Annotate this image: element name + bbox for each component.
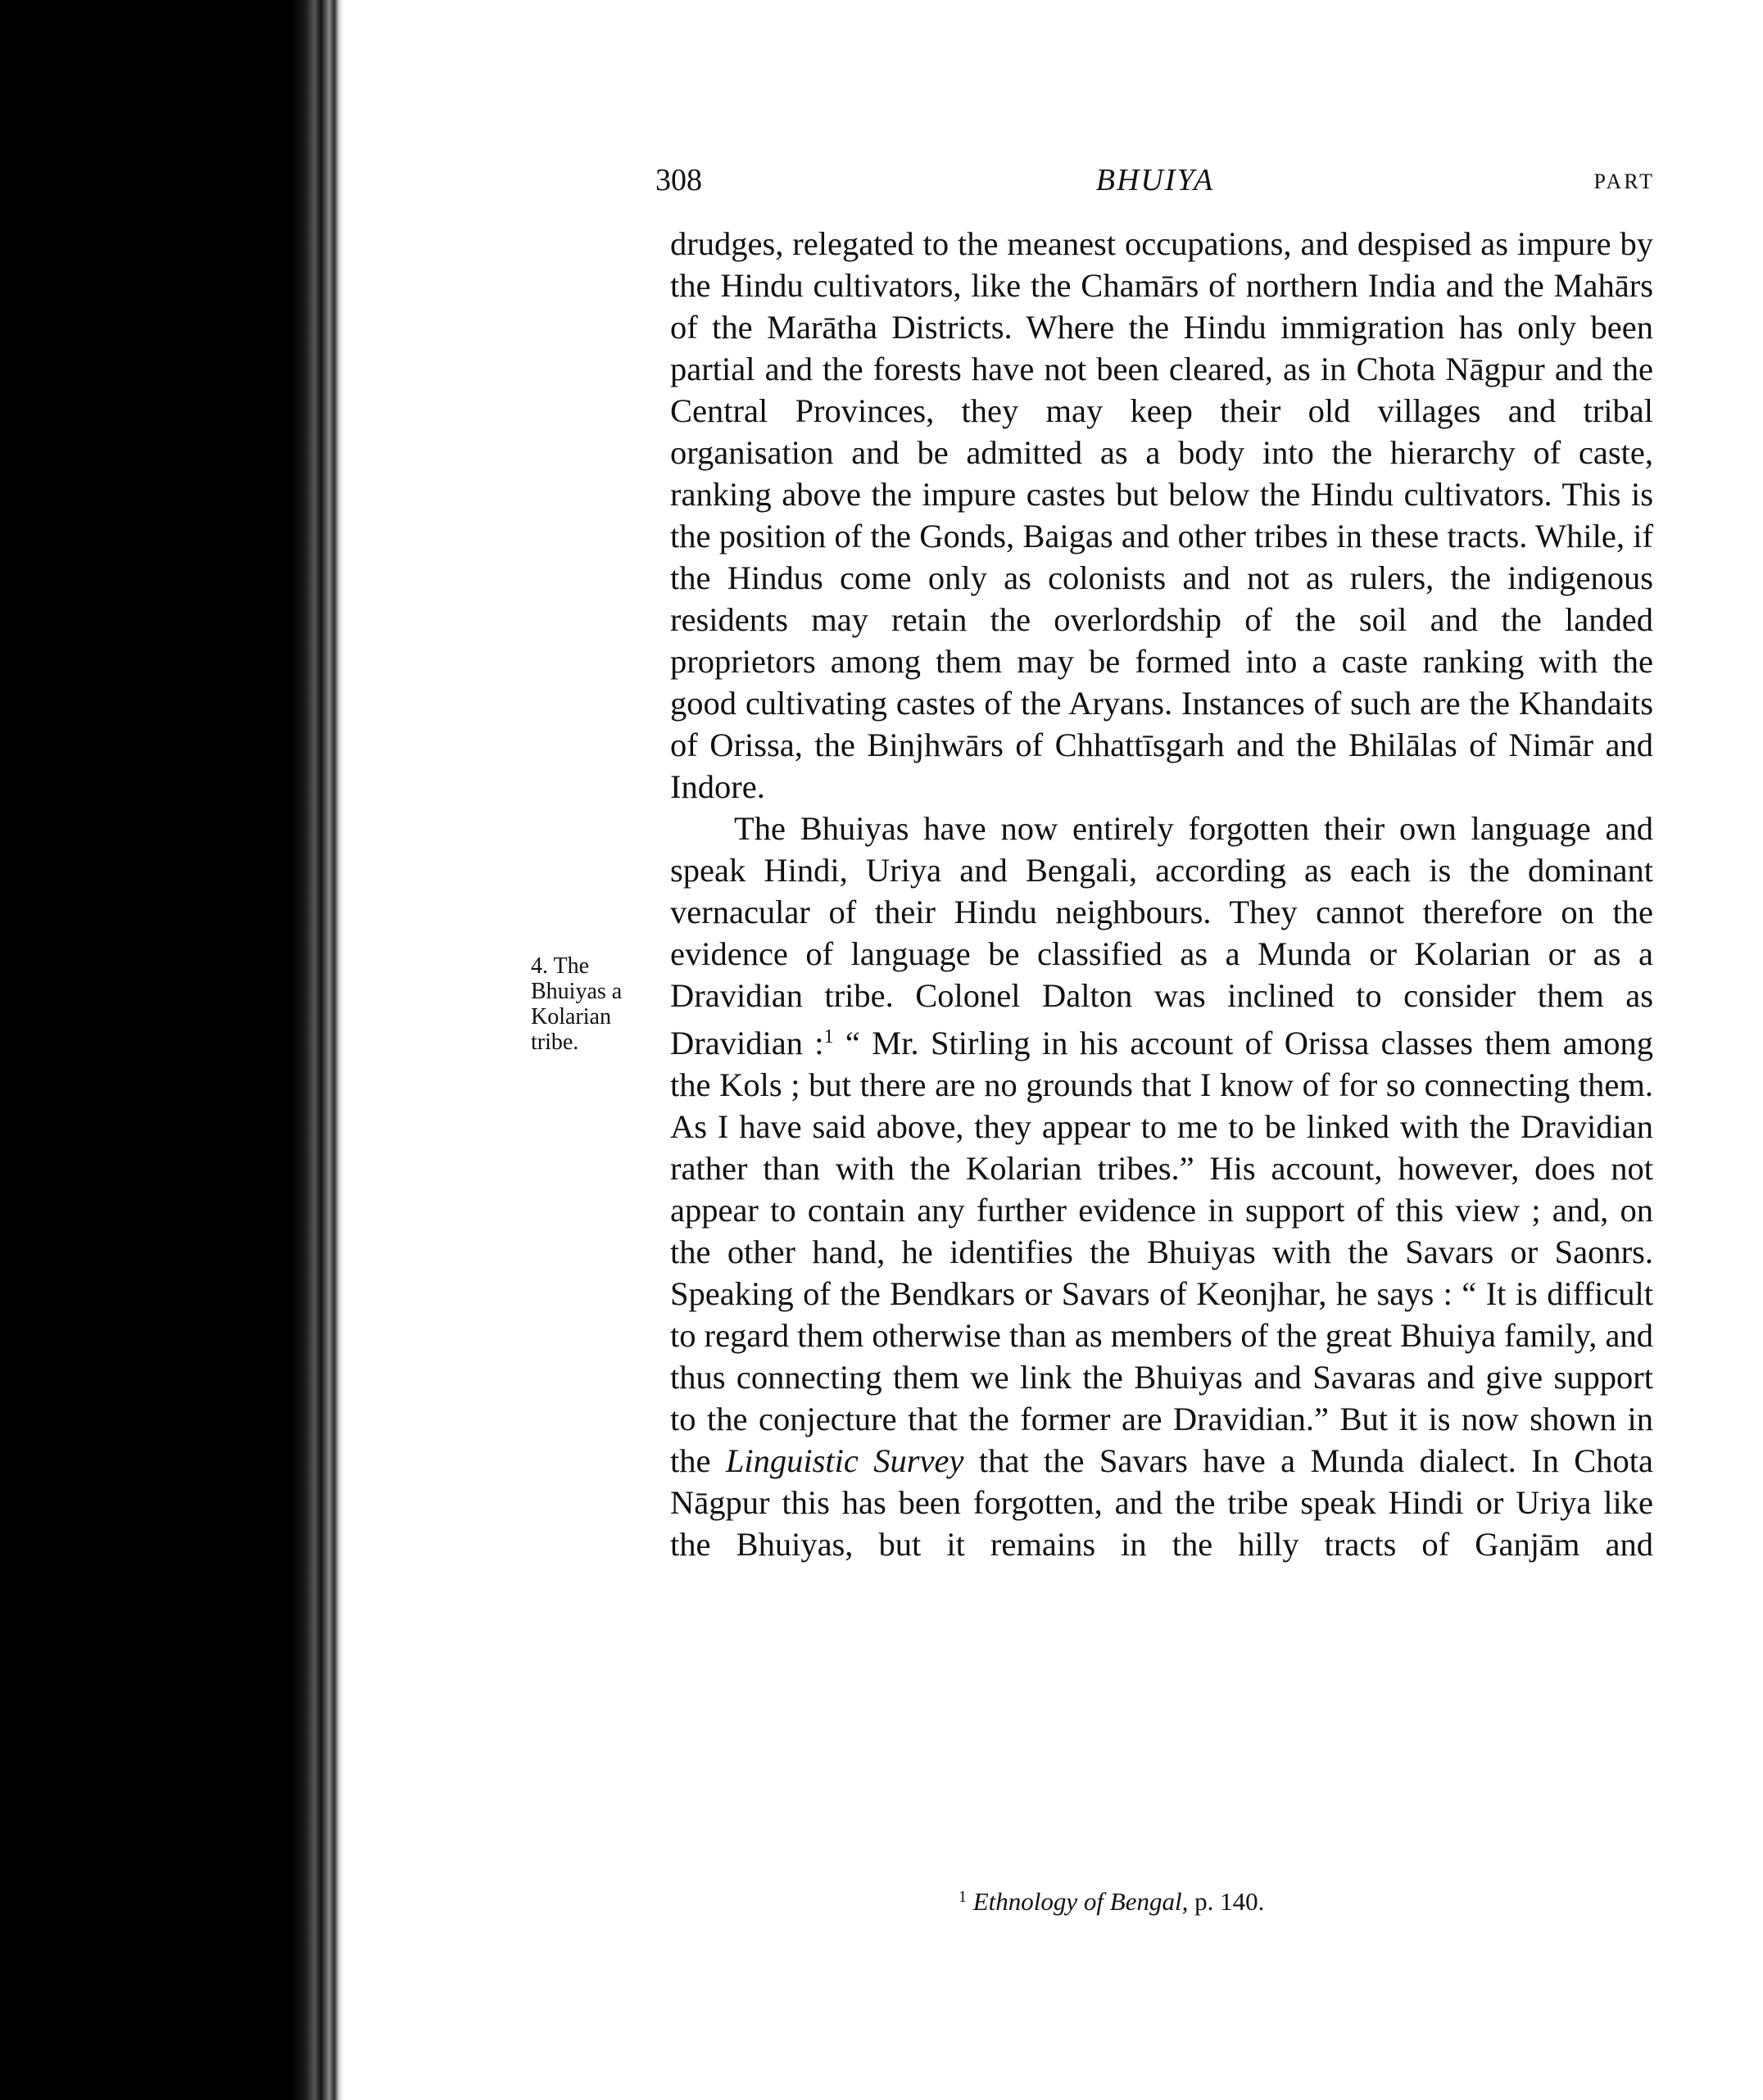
margin-note-line: 4. The xyxy=(531,953,590,979)
footnote-page: p. 140. xyxy=(1188,1887,1265,1916)
paragraph-2-quote: “ Mr. Stirling in his account of Orissa classes them among the Kols ; but there are no grounds that I know of for so connecting them. As I have said above, they appear to me to be linked with the Dravidian rather than with the Kolarian tribes.” His account, however, does not appear to contain any further evidence in support of this view ; and, on the other hand, he identifies the Bhuiyas with the Savars or Saonrs. Speaking of the Bendkars or Savars of Keonjhar, he says : “ It is difficult to regard them otherwise than as members of the great Bhuiya family, and thus connecting them we link the Bhuiyas and Savaras and give support to the conjecture that the former are Dravidian.” But it is now shown in the xyxy=(670,1025,1653,1479)
page-header xyxy=(655,161,1655,210)
body-text xyxy=(670,223,1653,1565)
paragraph-2 xyxy=(670,808,1653,1565)
linguistic-survey-title: Linguistic Survey xyxy=(725,1442,964,1479)
margin-note-line: Kolarian xyxy=(531,1004,611,1030)
footnote-marker: 1 xyxy=(959,1888,967,1906)
footnote-title: Ethnology of Bengal, xyxy=(972,1887,1189,1916)
margin-note-line: tribe. xyxy=(531,1030,579,1055)
paragraph-2-text: The Bhuiyas have now entirely forgotten their own language and speak Hindi, Uriya and Bengali, according as each is the dominant vernacular of their Hindu neighbours. They cannot therefore on the evidence of language be classified as a Munda or Kolarian or as a Dravidian tribe. Colonel Dalton was inclined to consider them as Dravidian : xyxy=(670,810,1653,1061)
part-label: PART xyxy=(1593,170,1655,193)
paragraph-1: drudges, relegated to the meanest occupations, and despised as impure by the Hindu cultivators, like the Chamārs of northern India and the Mahārs of the Marātha Districts. Where the Hindu immigration has only been partial and the forests have not been cleared, as in Chota Nāgpur and the Central Provinces, they may keep their old villages and tribal organisation and be admitted as a body into the hierarchy of caste, ranking above the impure castes but below the Hindu cultivators. This is the position of the Gonds, Baigas and other tribes in these tracts. While, if the Hindus come only as colonists and not as rulers, the indigenous residents may retain the overlordship of the soil and the landed proprietors among them may be formed into a caste ranking with the good cultivating castes of the Aryans. Instances of such are the Khandaits of Orissa, the Binjhwārs of Chhattīsgarh and the Bhilālas of Nimār and Indore. xyxy=(670,225,1653,805)
page-number: 308 xyxy=(655,163,702,197)
running-head: BHUIYA xyxy=(1095,163,1215,197)
margin-note-line: Bhuiyas a xyxy=(531,979,623,1004)
footnote xyxy=(959,1880,1264,1918)
paragraph-2-end: that the Savars have a Munda dialect. In Chota Nāgpur this has been forgotten, and the tribe speak Hindi or Uriya like the Bhuiyas, but it remains in the hilly tracts of Ganjām and xyxy=(670,1442,1653,1563)
book-binding-shadow xyxy=(0,0,344,2100)
footnote-reference: 1 xyxy=(823,1026,834,1048)
margin-note xyxy=(531,953,646,1055)
